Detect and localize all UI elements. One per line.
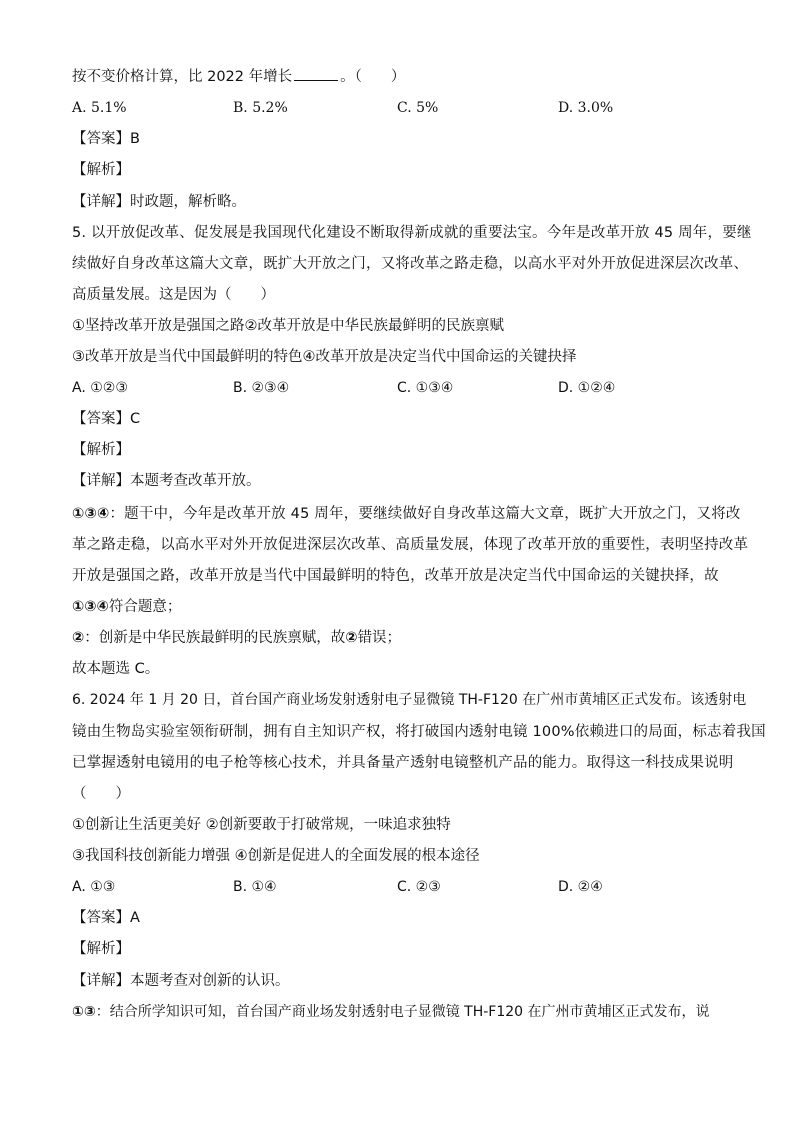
q5-statement-1: ①坚持改革开放是强国之路②改革开放是中华民族最鲜明的民族禀赋 — [72, 318, 504, 334]
q5-option-b: B. ②③④ — [233, 380, 290, 396]
q5-stem-line-3: 高质量发展。这是因为（ ） — [72, 287, 275, 303]
q5-option-d: D. ①②④ — [558, 380, 616, 396]
q5-explain-line-2: 革之路走稳，以高水平对外开放促进深层次改革、高质量发展，体现了改革开放的重要性，表明坚持改革 — [72, 537, 749, 553]
q6-stem-line-4: （ ） — [72, 786, 130, 802]
q6-answer: 【答案】A — [72, 910, 140, 926]
q6-stem-line-3: 已掌握透射电镜用的电子枪等核心技术，并具备量产透射电镜整机产品的能力。取得这一科技成果说明 — [72, 755, 734, 771]
q5-analysis: 【解析】 — [72, 442, 130, 458]
q6-explain-text: ：结合所学知识可知，首台国产商业场发射透射电子显微镜 TH-F120 在广州市黄埔区正式发布，说 — [95, 1004, 710, 1020]
q4-option-a: A. 5.1% — [72, 100, 127, 116]
q6-option-d: D. ②④ — [558, 879, 603, 895]
q5-explain-end-line — [72, 597, 181, 617]
q5-stem-line-1: 5. 以开放促改革、促发展是我国现代化建设不断取得新成就的重要法宝。今年是改革开放 45 周年，要继 — [72, 225, 752, 241]
q5-option-c: C. ①③④ — [397, 380, 454, 396]
q6-explain-lead: ①③ — [72, 1004, 96, 1020]
q5-wrong-text: ：创新是中华民族最鲜明的民族禀赋，故 — [84, 630, 346, 646]
q4-stem-end: 。（ ） — [340, 69, 406, 85]
q4-answer: 【答案】B — [72, 131, 140, 147]
q5-explain-end-lead: ①③④ — [72, 599, 109, 615]
q4-option-c: C. 5% — [397, 100, 439, 116]
q6-detail: 【详解】本题考查对创新的认识。 — [72, 973, 290, 989]
q5-explain-line-3: 开放是强国之路，改革开放是当代中国最鲜明的特色，改革开放是决定当代中国命运的关键抉择，故 — [72, 568, 719, 584]
q5-wrong-line — [72, 628, 401, 648]
q5-explain-line-1 — [72, 504, 741, 524]
q6-stem-line-2: 镜由生物岛实验室领衔研制，拥有自主知识产权，将打破国内透射电镜 100%依赖进口的局面，标志着我国 — [72, 724, 766, 740]
q4-stem-text: 按不变价格计算，比 2022 年增长 — [72, 69, 293, 85]
q4-stem-line — [72, 66, 405, 87]
q6-option-b: B. ①④ — [233, 879, 277, 895]
q6-statement-2: ③我国科技创新能力增强 ④创新是促进人的全面发展的根本途径 — [72, 848, 480, 864]
q5-stem-line-2: 续做好自身改革这篇大文章，既扩大开放之门，又将改革之路走稳，以高水平对外开放促进深层次改革、 — [72, 256, 749, 272]
q6-option-c: C. ②③ — [397, 879, 441, 895]
q5-wrong-lead: ② — [72, 630, 85, 646]
answer-blank — [294, 66, 338, 81]
q4-option-d: D. 3.0% — [558, 100, 614, 116]
q5-statement-2: ③改革开放是当代中国最鲜明的特色④改革开放是决定当代中国命运的关键抉择 — [72, 349, 577, 365]
q6-explain-line-1 — [72, 1002, 710, 1022]
q5-wrong-mark: ② — [345, 630, 358, 646]
q5-explain-lead: ①③④ — [72, 506, 110, 522]
q4-analysis: 【解析】 — [72, 162, 130, 178]
q6-statement-1: ①创新让生活更美好 ②创新要敢于打破常规，一味追求独特 — [72, 817, 451, 833]
q5-explain-end-text: 符合题意； — [108, 599, 182, 615]
q5-wrong-end: 错误； — [357, 630, 402, 646]
q5-detail: 【详解】本题考查改革开放。 — [72, 473, 261, 489]
q4-option-b: B. 5.2% — [233, 100, 288, 116]
q5-choose: 故本题选 C。 — [72, 661, 160, 677]
q6-analysis: 【解析】 — [72, 941, 130, 957]
q6-option-a: A. ①③ — [72, 879, 116, 895]
q5-explain-text-1: ：题干中，今年是改革开放 45 周年，要继续做好自身改革这篇大文章，既扩大开放之门，又将改 — [109, 506, 741, 522]
q5-answer: 【答案】C — [72, 411, 141, 427]
q4-detail: 【详解】时政题，解析略。 — [72, 194, 246, 210]
q5-option-a: A. ①②③ — [72, 380, 128, 396]
q6-stem-line-1: 6. 2024 年 1 月 20 日，首台国产商业场发射透射电子显微镜 TH-F120 在广州市黄埔区正式发布。该透射电 — [72, 692, 747, 708]
